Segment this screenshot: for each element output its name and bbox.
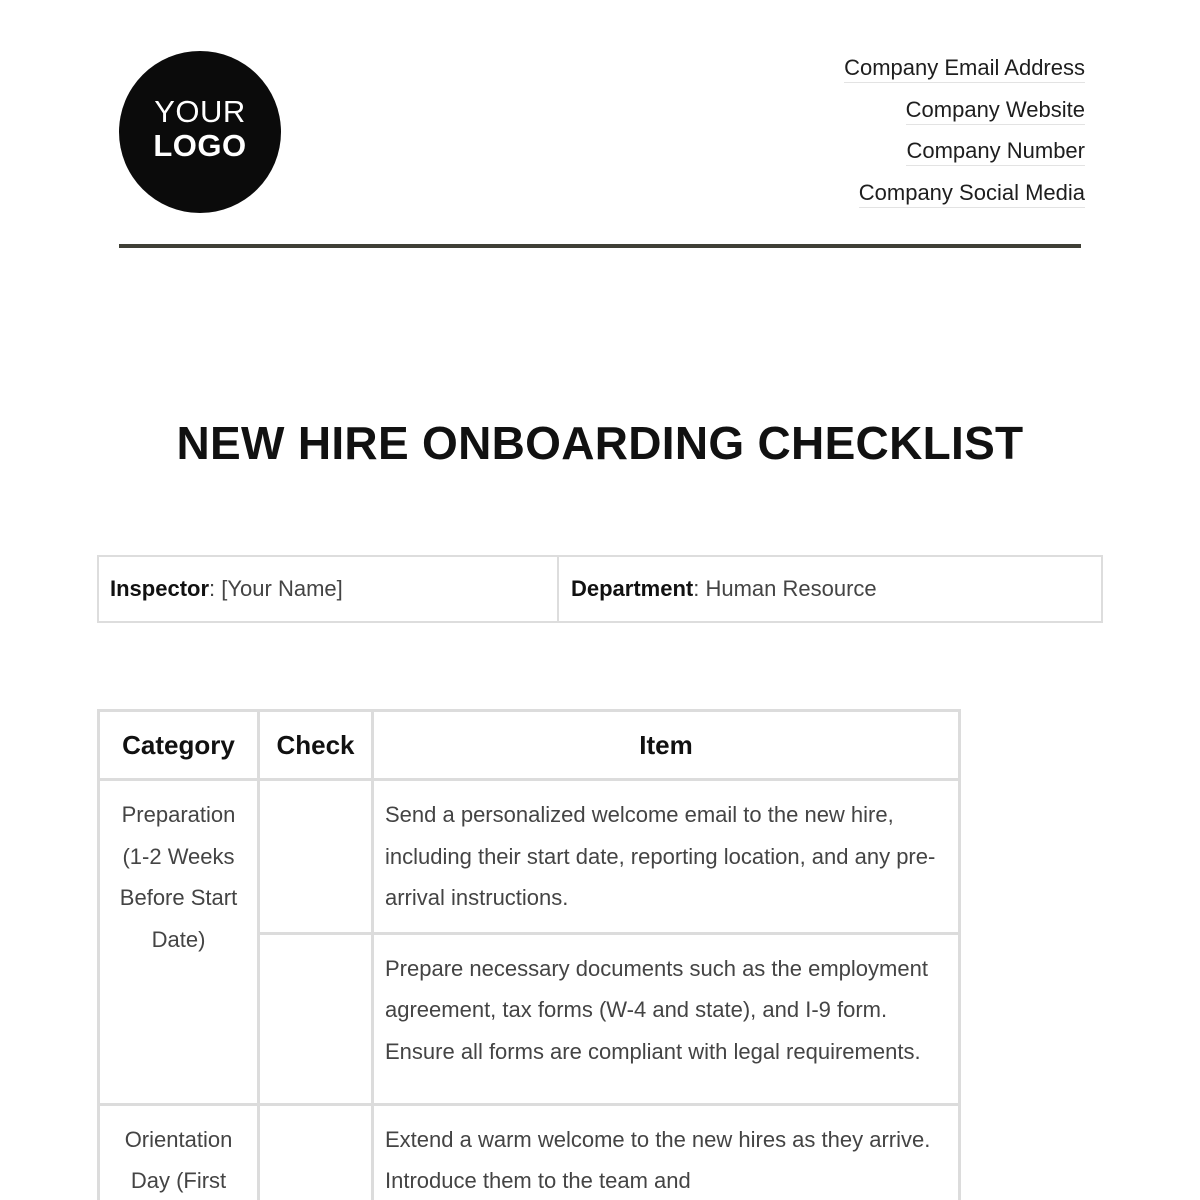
header-category: Category: [99, 711, 259, 780]
header-item: Item: [373, 711, 960, 780]
table-row: [99, 780, 960, 934]
header-check: Check: [259, 711, 373, 780]
inspector-value: [Your Name]: [221, 576, 343, 601]
category-cell: Orientation Day (First: [99, 1104, 259, 1200]
header-divider: [119, 244, 1081, 248]
category-cell: Preparation (1-2 Weeks Before Start Date): [99, 780, 259, 1105]
company-social-media: Company Social Media: [844, 178, 1085, 208]
inspector-label: Inspector: [110, 576, 210, 601]
company-contact: [844, 53, 1085, 219]
info-table: [97, 555, 1103, 623]
item-cell: Send a personalized welcome email to the new hire, including their start date, reporting location, and any pre-arrival instructions.: [373, 780, 960, 934]
logo-line-1: YOUR: [154, 94, 246, 129]
company-logo: [119, 51, 281, 213]
page-title: NEW HIRE ONBOARDING CHECKLIST: [176, 417, 1024, 469]
department-value: Human Resource: [705, 576, 877, 601]
check-cell[interactable]: [259, 1104, 373, 1200]
department-cell: Department : Human Resource: [571, 576, 877, 601]
item-cell: Extend a warm welcome to the new hires as they arrive. Introduce them to the team and: [373, 1104, 960, 1200]
logo-line-2: LOGO: [153, 128, 247, 163]
item-cell: Prepare necessary documents such as the employment agreement, tax forms (W-4 and state), and I-9 form. Ensure all forms are compliant with legal requirements.: [373, 933, 960, 1104]
department-label: Department: [571, 576, 694, 601]
company-website: Company Website: [844, 95, 1085, 125]
check-cell[interactable]: [259, 780, 373, 934]
company-number: Company Number: [844, 136, 1085, 166]
checklist-table: [97, 709, 961, 1200]
company-email: Company Email Address: [844, 53, 1085, 83]
table-row: [99, 1104, 960, 1200]
inspector-cell: Inspector : [Your Name]: [99, 557, 559, 621]
table-header-row: [99, 711, 960, 780]
check-cell[interactable]: [259, 933, 373, 1104]
